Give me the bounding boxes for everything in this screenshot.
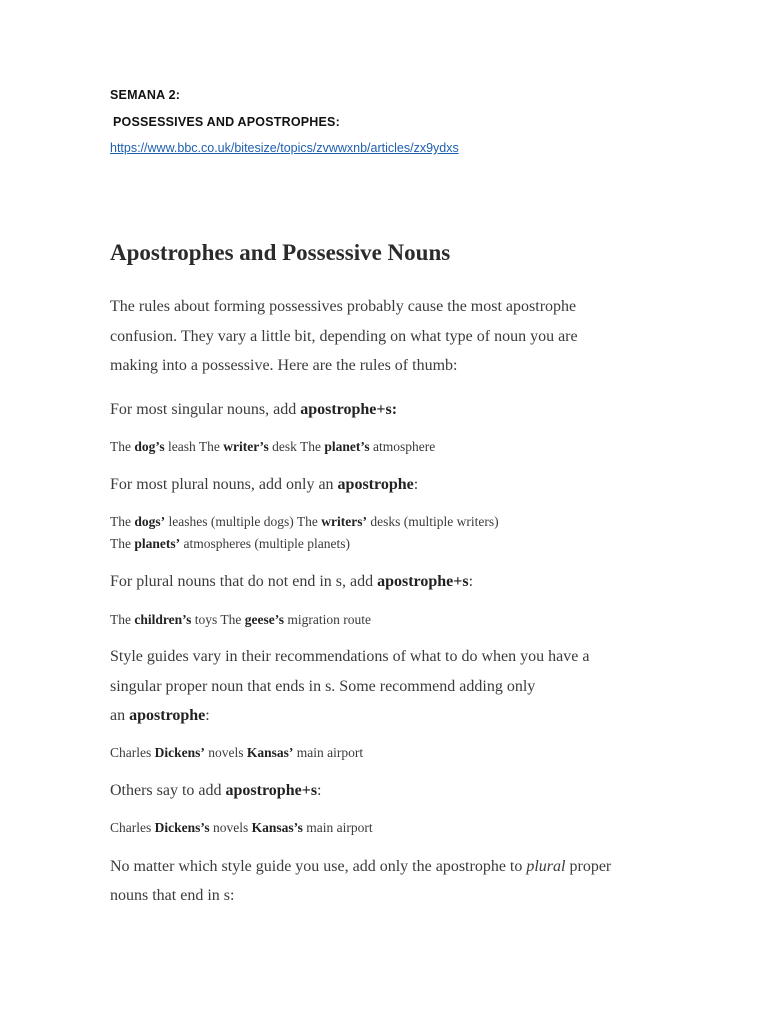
example-proper-apostrophe: Charles Dickens’ novels Kansas’ main airport — [110, 745, 364, 760]
example-proper-apostrophe-s: Charles Dickens’s novels Kansas’s main airport — [110, 820, 373, 835]
style-line-1: Style guides vary in their recommendations of what to do when you have a — [110, 648, 590, 665]
rule-irregular-plural: For plural nouns that do not end in s, add apostrophe+s: — [110, 573, 474, 590]
final-line-1: No matter which style guide you use, add only the apostrophe to plural proper — [110, 858, 612, 875]
final-line-2: nouns that end in s: — [110, 887, 235, 904]
week-heading: SEMANA 2: — [110, 88, 181, 102]
rule-plural: For most plural nouns, add only an apostrophe: — [110, 476, 419, 493]
source-link[interactable]: https://www.bbc.co.uk/bitesize/topics/zvwwxnb/articles/zx9ydxs — [110, 141, 459, 155]
page-title: Apostrophes and Possessive Nouns — [110, 240, 451, 265]
style-line-2: singular proper noun that ends in s. Some recommend adding only — [110, 678, 536, 695]
rule-others: Others say to add apostrophe+s: — [110, 782, 322, 799]
example-irregular-plural: The children’s toys The geese’s migration route — [110, 612, 371, 627]
topic-heading: POSSESSIVES AND APOSTROPHES: — [113, 115, 340, 129]
rule-singular: For most singular nouns, add apostrophe+s: — [110, 401, 398, 418]
example-plural-2: The planets’ atmospheres (multiple planets) — [110, 536, 350, 551]
intro-line-3: making into a possessive. Here are the rules of thumb: — [110, 357, 458, 374]
example-plural-1: The dogs’ leashes (multiple dogs) The writers’ desks (multiple writers) — [110, 514, 499, 529]
intro-line-1: The rules about forming possessives probably cause the most apostrophe — [110, 298, 577, 315]
intro-line-2: confusion. They vary a little bit, depending on what type of noun you are — [110, 328, 578, 345]
example-singular: The dog’s leash The writer’s desk The planet’s atmosphere — [110, 439, 436, 454]
style-line-3: an apostrophe: — [110, 707, 210, 724]
